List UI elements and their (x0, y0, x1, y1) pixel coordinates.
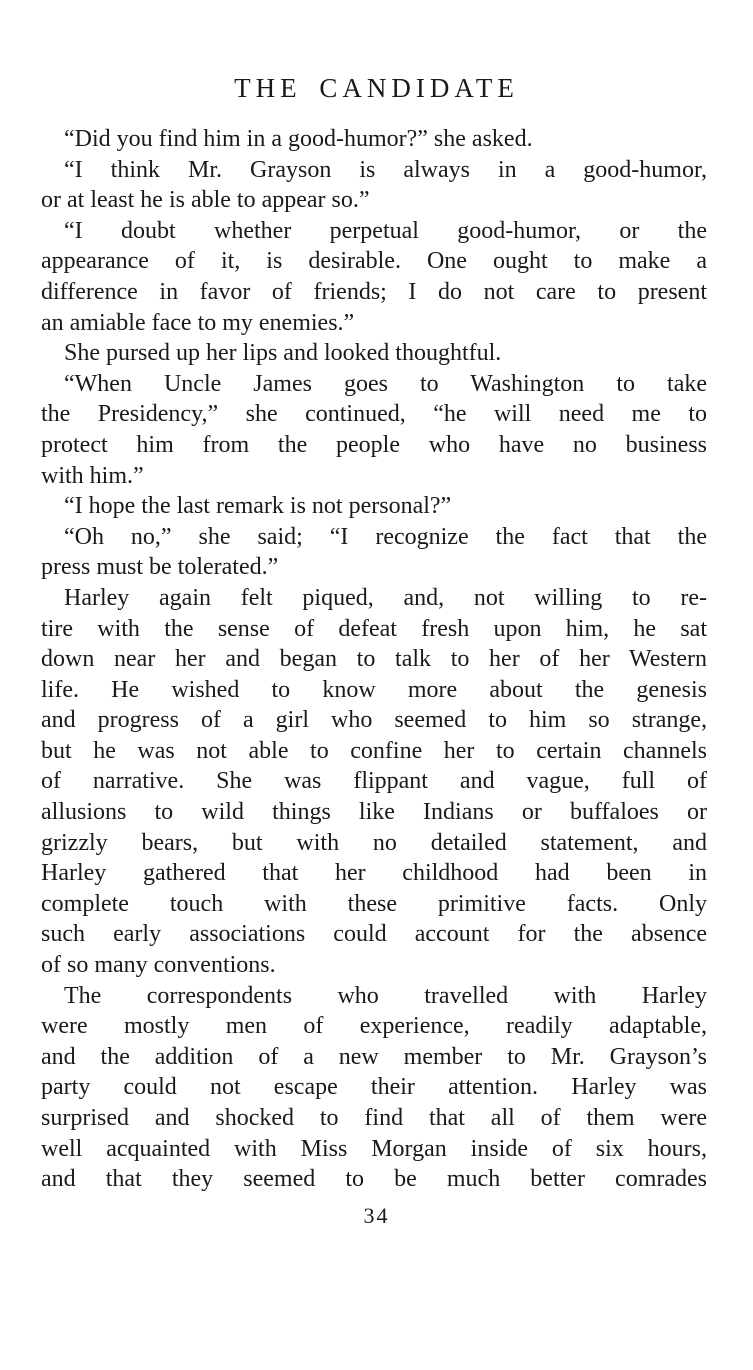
body-text (41, 124, 707, 1195)
text-line: “Did you find him in a good-humor?” she asked. (64, 126, 533, 152)
text-line: of so many conventions. (41, 952, 276, 979)
text-line: and that they seemed to be much better comrades (41, 1166, 707, 1193)
running-head: THE CANDIDATE (234, 73, 519, 103)
text-line: but he was not able to confine her to certain channels (41, 737, 707, 764)
text-line: allusions to wild things like Indians or buffaloes or (41, 799, 707, 826)
text-line: surprised and shocked to find that all of them were (41, 1105, 707, 1131)
text-line: “When Uncle James goes to Washington to take (64, 370, 707, 397)
text-line: protect him from the people who have no business (41, 431, 707, 458)
text-line: well acquainted with Miss Morgan inside of six hours, (41, 1135, 707, 1162)
text-line: “Oh no,” she said; “I recognize the fact that the (64, 523, 707, 550)
text-line: and progress of a girl who seemed to him so strange, (41, 707, 707, 734)
text-line: “I hope the last remark is not personal?” (64, 493, 452, 520)
text-line: Harley gathered that her childhood had been in (41, 860, 707, 887)
text-line: an amiable face to my enemies.” (41, 309, 355, 336)
text-line: She pursed up her lips and looked thoughtful. (64, 340, 502, 367)
text-line: or at least he is able to appear so.” (41, 187, 370, 214)
text-line: complete touch with these primitive facts. Only (41, 890, 707, 917)
text-line: grizzly bears, but with no detailed statement, and (41, 829, 707, 856)
text-line: difference in favor of friends; I do not care to present (41, 278, 707, 305)
text-line: with him.” (41, 462, 144, 489)
text-line: “I think Mr. Grayson is always in a good-humor, (64, 156, 707, 183)
text-line: were mostly men of experience, readily adaptable, (41, 1013, 707, 1040)
text-line: Harley again felt piqued, and, not willing to re- (64, 584, 707, 611)
page-number: 34 (363, 1203, 390, 1228)
text-line: appearance of it, is desirable. One ought to make a (41, 248, 707, 275)
text-line: tire with the sense of defeat fresh upon him, he sat (41, 615, 707, 642)
text-line: such early associations could account for the absence (41, 921, 707, 948)
text-line: party could not escape their attention. Harley was (41, 1074, 707, 1101)
text-line: life. He wished to know more about the genesis (41, 676, 707, 703)
text-line: The correspondents who travelled with Harley (64, 982, 707, 1009)
text-line: and the addition of a new member to Mr. Grayson’s (41, 1043, 707, 1070)
text-line: “I doubt whether perpetual good-humor, or the (64, 217, 707, 244)
text-line: of narrative. She was flippant and vague, full of (41, 768, 707, 795)
text-line: press must be tolerated.” (41, 554, 279, 581)
text-line: the Presidency,” she continued, “he will need me to (41, 401, 707, 428)
text-line: down near her and began to talk to her of her Western (41, 646, 707, 673)
